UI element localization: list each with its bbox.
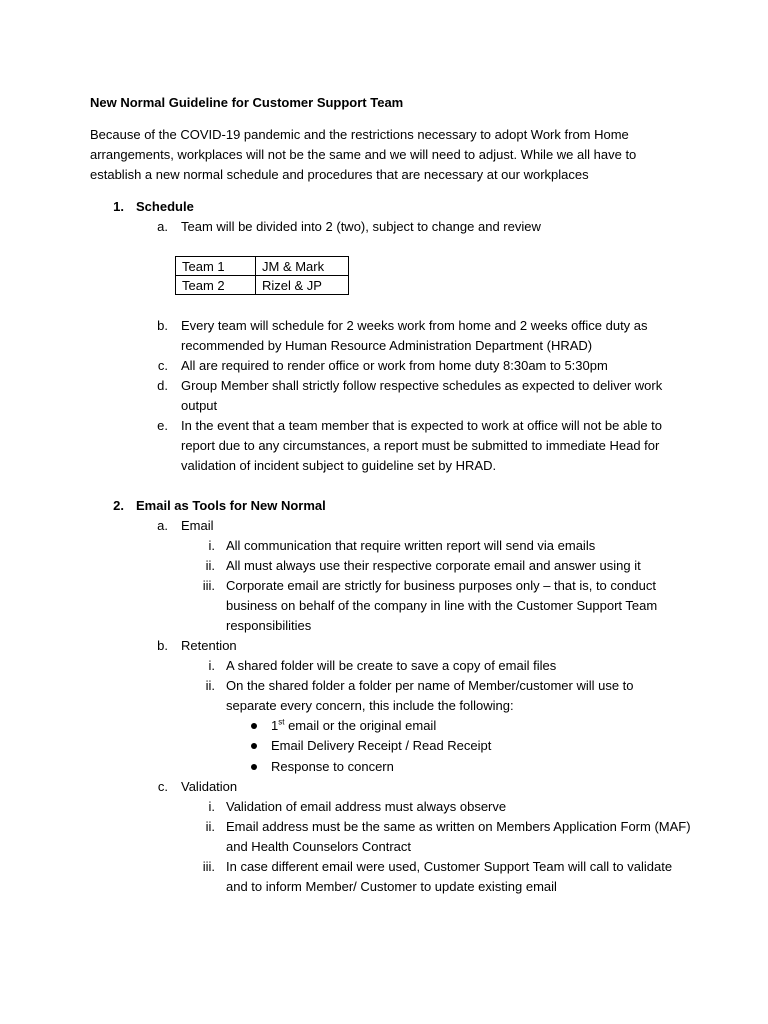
item-text: business on behalf of the company in line with the Customer Support Team xyxy=(226,598,658,613)
subsection-marker: b. xyxy=(157,638,168,653)
item-marker: b. xyxy=(157,318,168,333)
intro-line: arrangements, workplaces will not be the same and we will need to adjust. While we all have to xyxy=(90,147,637,162)
bullet-dot xyxy=(251,743,257,749)
item-marker: d. xyxy=(157,378,168,393)
item-marker: i. xyxy=(208,799,215,814)
item-text: On the shared folder a folder per name of Member/customer will use to xyxy=(226,678,634,693)
item-marker: c. xyxy=(157,358,168,373)
item-text: All must always use their respective corporate email and answer using it xyxy=(226,558,641,573)
table-cell: JM & Mark xyxy=(256,257,349,276)
subsection-label-email: Email xyxy=(181,518,214,533)
table-cell: Team 2 xyxy=(176,276,256,295)
section-number: 2. xyxy=(113,498,124,513)
item-text: Email address must be the same as written on Members Application Form (MAF) xyxy=(226,819,691,834)
item-marker: a. xyxy=(157,219,168,234)
item-text: Group Member shall strictly follow respective schedules as expected to deliver work xyxy=(181,378,663,393)
item-marker: e. xyxy=(157,418,168,433)
item-text: and Health Counselors Contract xyxy=(226,839,411,854)
item-text: In the event that a team member that is expected to work at office will not be able to xyxy=(181,418,663,433)
item-text: Validation of email address must always observe xyxy=(226,799,507,814)
bullet-text: 1st email or the original email xyxy=(271,717,437,733)
item-marker: iii. xyxy=(202,859,215,874)
item-text: A shared folder will be create to save a copy of email files xyxy=(226,658,557,673)
item-text: validation of incident subject to guideline set by HRAD. xyxy=(181,458,497,473)
item-text: Team will be divided into 2 (two), subject to change and review xyxy=(181,219,541,234)
intro-line: establish a new normal schedule and procedures that are necessary at our workplaces xyxy=(90,167,589,182)
subsection-marker: a. xyxy=(157,518,168,533)
bullet-text: Email Delivery Receipt / Read Receipt xyxy=(271,738,492,753)
section-number: 1. xyxy=(113,199,124,214)
table-cell: Team 1 xyxy=(176,257,256,276)
section-heading-schedule: Schedule xyxy=(136,199,194,214)
bullet-dot xyxy=(251,723,257,729)
bullet-text: Response to concern xyxy=(271,759,394,774)
item-marker: ii. xyxy=(205,678,215,693)
item-text: responsibilities xyxy=(226,618,312,633)
document-title: New Normal Guideline for Customer Support Team xyxy=(90,95,404,110)
subsection-marker: c. xyxy=(157,779,168,794)
item-text: Every team will schedule for 2 weeks work from home and 2 weeks office duty as xyxy=(181,318,648,333)
intro-line: Because of the COVID-19 pandemic and the restrictions necessary to adopt Work from Home xyxy=(90,127,629,142)
subsection-label-retention: Retention xyxy=(181,638,237,653)
item-marker: ii. xyxy=(205,819,215,834)
bullet-dot xyxy=(251,764,257,770)
item-text: report due to any circumstances, a report must be submitted to immediate Head for xyxy=(181,438,660,453)
item-marker: i. xyxy=(208,658,215,673)
item-text: Corporate email are strictly for business purposes only – that is, to conduct xyxy=(226,578,656,593)
item-marker: iii. xyxy=(202,578,215,593)
item-text: All are required to render office or work from home duty 8:30am to 5:30pm xyxy=(181,358,608,373)
item-text: All communication that require written report will send via emails xyxy=(226,538,596,553)
item-text: separate every concern, this include the following: xyxy=(226,698,514,713)
item-text: recommended by Human Resource Administration Department (HRAD) xyxy=(181,338,593,353)
item-text: and to inform Member/ Customer to update existing email xyxy=(226,879,557,894)
team-table xyxy=(175,256,349,295)
intro-paragraph xyxy=(90,125,690,185)
item-marker: ii. xyxy=(205,558,215,573)
table-row xyxy=(176,257,349,276)
item-marker: i. xyxy=(208,538,215,553)
table-row xyxy=(176,276,349,295)
item-text: In case different email were used, Customer Support Team will call to validate xyxy=(226,859,673,874)
section-heading-email-tools: Email as Tools for New Normal xyxy=(136,498,326,513)
subsection-label-validation: Validation xyxy=(181,779,238,794)
table-cell: Rizel & JP xyxy=(256,276,349,295)
item-text: output xyxy=(181,398,218,413)
